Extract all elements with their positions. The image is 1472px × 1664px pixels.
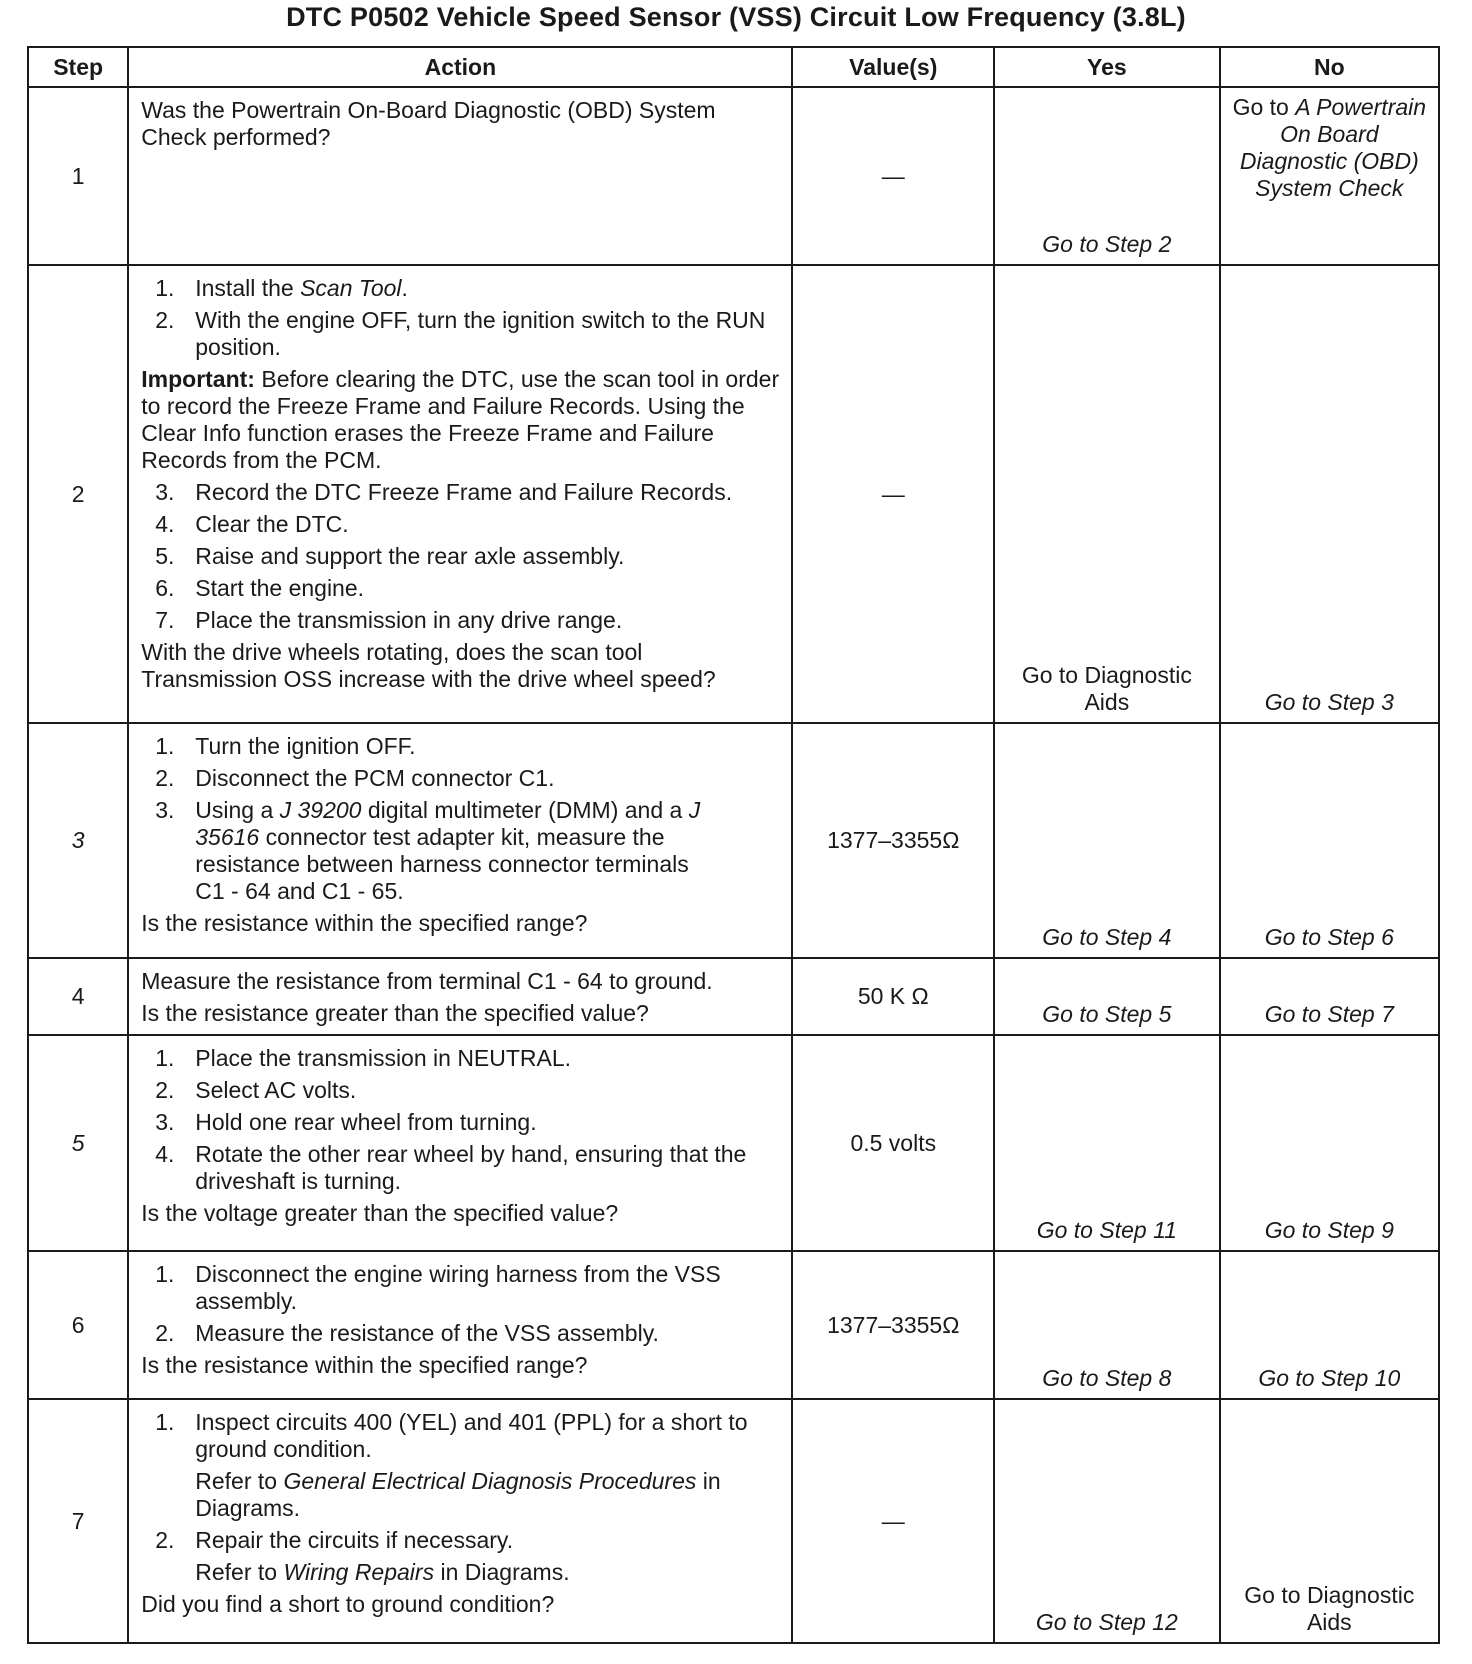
reference-text: Refer to General Electrical Diagnosis Procedures in Diagrams. — [195, 1468, 721, 1521]
item-text: Place the transmission in NEUTRAL. — [195, 1045, 572, 1071]
item-number: 1. — [155, 1261, 175, 1287]
list-item — [141, 1409, 781, 1463]
important-label: Important: — [141, 366, 255, 392]
list-item — [141, 275, 781, 302]
item-number: 3. — [155, 1109, 175, 1135]
no-link: A Powertrain On Board Diagnostic (OBD) System Check — [1239, 94, 1427, 201]
value-cell: 1377–3355Ω — [792, 1251, 994, 1399]
item-number: 4. — [155, 511, 175, 537]
action-cell — [128, 265, 792, 723]
step-number: 3 — [28, 723, 128, 958]
no-cell: Go to Step 7 — [1220, 958, 1439, 1035]
action-question: Is the resistance within the specified range? — [141, 1352, 588, 1378]
diagnostic-table — [27, 46, 1440, 1644]
list-item — [141, 797, 781, 905]
item-number: 2. — [155, 307, 175, 333]
yes-cell: Go to Step 2 — [994, 87, 1220, 265]
action-cell — [128, 1035, 792, 1251]
important-text: Before clearing the DTC, use the scan tool in order to record the Freeze Frame and Failure Records. Using the Clear Info function erases the Freeze Frame and Failure Records from the PCM. — [141, 366, 780, 473]
step-number: 6 — [28, 1251, 128, 1399]
table-row — [28, 1251, 1439, 1399]
value-cell: 50 K Ω — [792, 958, 994, 1035]
action-question: Did you find a short to ground condition? — [141, 1591, 555, 1617]
action-cell — [128, 1251, 792, 1399]
yes-cell: Go to Step 5 — [994, 958, 1220, 1035]
item-text: Install the Scan Tool. — [195, 275, 408, 301]
table-row — [28, 1399, 1439, 1643]
action-text: Measure the resistance from terminal C1 - 64 to ground. — [141, 968, 713, 994]
action-question: With the drive wheels rotating, does the scan tool Transmission OSS increase with the drive wheel speed? — [141, 639, 716, 692]
list-item — [141, 543, 781, 570]
list-item — [141, 1527, 781, 1554]
reference-text: Refer to Wiring Repairs in Diagrams. — [195, 1559, 570, 1585]
yes-cell: Go to Diagnostic Aids — [994, 265, 1220, 723]
header-yes: Yes — [994, 47, 1220, 87]
step-number: 5 — [28, 1035, 128, 1251]
important-note — [141, 366, 781, 474]
list-item — [141, 765, 781, 792]
list-item — [141, 511, 781, 538]
no-cell: Go to Diagnostic Aids — [1220, 1399, 1439, 1643]
item-text: Rotate the other rear wheel by hand, ensuring that the driveshaft is turning. — [195, 1141, 747, 1194]
page-title: DTC P0502 Vehicle Speed Sensor (VSS) Circuit Low Frequency (3.8L) — [286, 2, 1186, 32]
action-question: Is the resistance within the specified range? — [141, 910, 588, 936]
list-item — [141, 1109, 781, 1136]
item-text: Start the engine. — [195, 575, 365, 601]
no-cell: Go to Step 6 — [1220, 723, 1439, 958]
action-question: Was the Powertrain On-Board Diagnostic (OBD) System Check performed? — [141, 97, 716, 150]
list-item — [141, 1141, 781, 1195]
item-number: 3. — [155, 797, 175, 823]
list-item — [141, 575, 781, 602]
item-number: 7. — [155, 607, 175, 633]
table-header-row — [28, 47, 1439, 87]
item-text: Select AC volts. — [195, 1077, 357, 1103]
table-row — [28, 1035, 1439, 1251]
table-row — [28, 87, 1439, 265]
action-cell — [128, 723, 792, 958]
step-number: 7 — [28, 1399, 128, 1643]
list-item — [141, 307, 781, 361]
item-number: 5. — [155, 543, 175, 569]
value-cell: — — [792, 1399, 994, 1643]
step-number: 2 — [28, 265, 128, 723]
action-cell — [128, 958, 792, 1035]
no-cell — [1220, 87, 1439, 265]
item-text: Clear the DTC. — [195, 511, 349, 537]
item-text: Measure the resistance of the VSS assembly. — [195, 1320, 659, 1346]
table-row — [28, 265, 1439, 723]
action-cell — [128, 1399, 792, 1643]
no-cell: Go to Step 10 — [1220, 1251, 1439, 1399]
item-number: 1. — [155, 733, 175, 759]
item-text: Raise and support the rear axle assembly. — [195, 543, 625, 569]
list-item — [141, 1077, 781, 1104]
step-number: 4 — [28, 958, 128, 1035]
list-item — [141, 733, 781, 760]
list-item — [141, 1320, 781, 1347]
no-prefix: Go to — [1232, 94, 1296, 120]
item-number: 2. — [155, 1527, 175, 1553]
header-action: Action — [128, 47, 792, 87]
header-step: Step — [28, 47, 128, 87]
yes-cell: Go to Step 11 — [994, 1035, 1220, 1251]
item-number: 1. — [155, 1045, 175, 1071]
header-values: Value(s) — [792, 47, 994, 87]
list-item — [141, 1261, 781, 1315]
item-number: 6. — [155, 575, 175, 601]
value-cell: — — [792, 265, 994, 723]
item-text: Using a J 39200 digital multimeter (DMM) and a J 35616 connector test adapter kit, measure the resistance between harness connector terminals C1 - 64 and C1 - 65. — [195, 797, 701, 904]
action-question: Is the resistance greater than the specified value? — [141, 1000, 649, 1026]
item-text: Repair the circuits if necessary. — [195, 1527, 514, 1553]
no-cell: Go to Step 9 — [1220, 1035, 1439, 1251]
item-text: Place the transmission in any drive range. — [195, 607, 623, 633]
item-text: Disconnect the PCM connector C1. — [195, 765, 555, 791]
list-item — [141, 607, 781, 634]
item-number: 1. — [155, 275, 175, 301]
step-number: 1 — [28, 87, 128, 265]
item-number: 2. — [155, 1320, 175, 1346]
value-cell: — — [792, 87, 994, 265]
item-number: 2. — [155, 1077, 175, 1103]
no-cell: Go to Step 3 — [1220, 265, 1439, 723]
table-row — [28, 723, 1439, 958]
yes-cell: Go to Step 8 — [994, 1251, 1220, 1399]
item-text: Turn the ignition OFF. — [195, 733, 416, 759]
item-text: With the engine OFF, turn the ignition switch to the RUN position. — [195, 307, 766, 360]
value-cell: 0.5 volts — [792, 1035, 994, 1251]
value-cell: 1377–3355Ω — [792, 723, 994, 958]
action-question: Is the voltage greater than the specified value? — [141, 1200, 619, 1226]
yes-cell: Go to Step 12 — [994, 1399, 1220, 1643]
list-item — [141, 479, 781, 506]
item-text: Disconnect the engine wiring harness from the VSS assembly. — [195, 1261, 721, 1314]
item-number: 2. — [155, 765, 175, 791]
header-no: No — [1220, 47, 1439, 87]
item-number: 3. — [155, 479, 175, 505]
item-text: Inspect circuits 400 (YEL) and 401 (PPL) for a short to ground condition. — [195, 1409, 748, 1462]
action-cell — [128, 87, 792, 265]
yes-cell: Go to Step 4 — [994, 723, 1220, 958]
table-row — [28, 958, 1439, 1035]
item-number: 1. — [155, 1409, 175, 1435]
list-item — [141, 1045, 781, 1072]
item-text: Hold one rear wheel from turning. — [195, 1109, 537, 1135]
item-text: Record the DTC Freeze Frame and Failure Records. — [195, 479, 733, 505]
item-number: 4. — [155, 1141, 175, 1167]
